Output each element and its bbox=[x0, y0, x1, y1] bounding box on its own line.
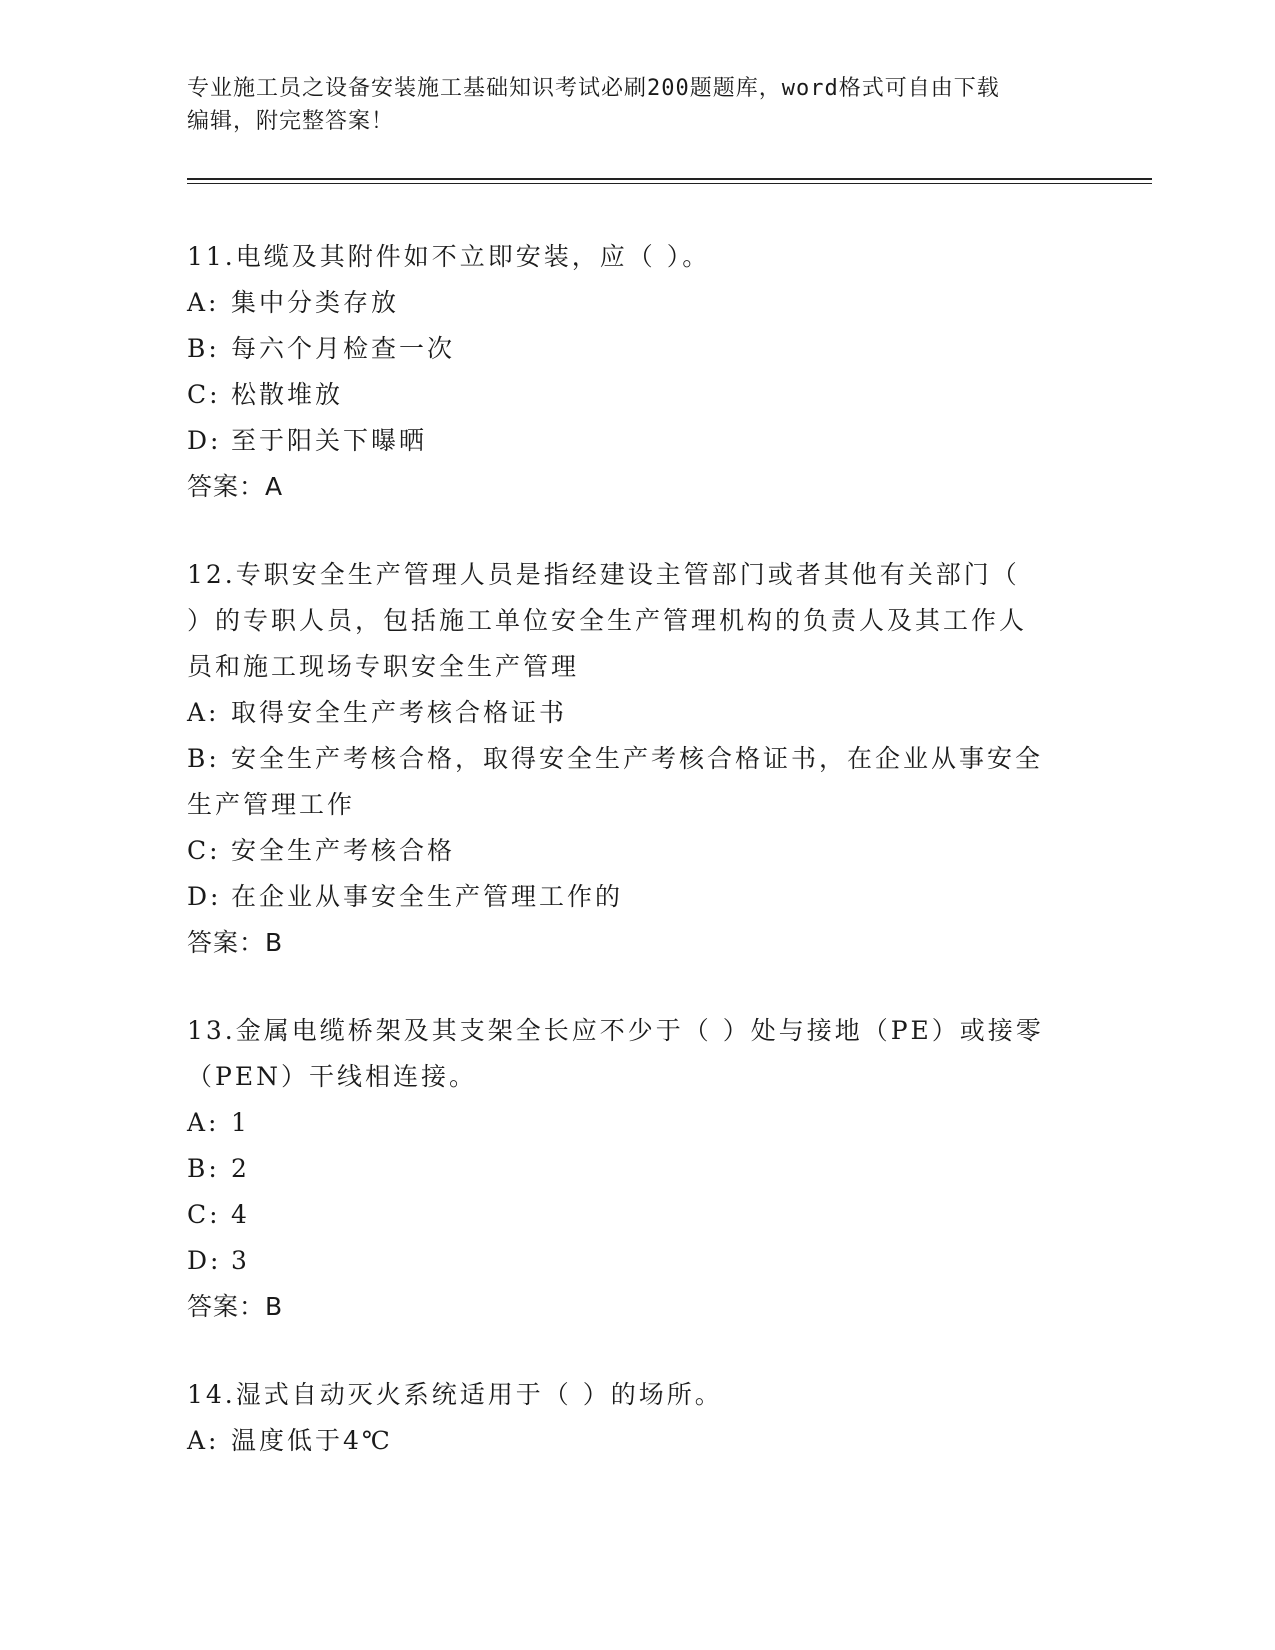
header-title-line-2: 编辑，附完整答案！ bbox=[187, 109, 395, 134]
option-a bbox=[187, 1418, 1067, 1464]
question-11 bbox=[187, 234, 1067, 510]
option-key: A: bbox=[187, 1108, 220, 1137]
option-text: 温度低于4℃ bbox=[231, 1426, 393, 1455]
header-divider-thick bbox=[187, 178, 1152, 180]
option-c bbox=[187, 828, 1067, 874]
option-b bbox=[187, 1146, 1067, 1192]
question-12 bbox=[187, 552, 1067, 966]
answer-line: 答案：A bbox=[187, 472, 284, 501]
question-stem-line: 员和施工现场专职安全生产管理 bbox=[187, 652, 580, 681]
option-text: 在企业从事安全生产管理工作的 bbox=[231, 882, 624, 911]
question-14 bbox=[187, 1372, 1067, 1464]
option-key: C: bbox=[187, 1200, 221, 1229]
question-stem-line: 13.金属电缆桥架及其支架全长应不少于（ ）处与接地（PE）或接零 bbox=[187, 1016, 1044, 1045]
question-stem: 11.电缆及其附件如不立即安装，应（ ）。 bbox=[187, 242, 711, 271]
option-text: 松散堆放 bbox=[231, 380, 344, 409]
option-key: A: bbox=[187, 1426, 220, 1455]
option-key: D: bbox=[187, 426, 222, 455]
option-b bbox=[187, 736, 1067, 782]
option-b bbox=[187, 326, 1067, 372]
question-stem-line: （PEN）干线相连接。 bbox=[187, 1062, 477, 1091]
option-text: 2 bbox=[231, 1154, 250, 1183]
option-a bbox=[187, 280, 1067, 326]
option-text: 3 bbox=[231, 1246, 250, 1275]
option-text: 安全生产考核合格，取得安全生产考核合格证书，在企业从事安全 bbox=[231, 744, 1044, 773]
option-d bbox=[187, 874, 1067, 920]
answer-line: 答案：B bbox=[187, 928, 284, 957]
option-text: 4 bbox=[231, 1200, 250, 1229]
option-text: 至于阳关下曝晒 bbox=[231, 426, 428, 455]
option-text: 集中分类存放 bbox=[231, 288, 400, 317]
document-header bbox=[187, 72, 1067, 138]
question-13 bbox=[187, 1008, 1067, 1330]
option-key: D: bbox=[187, 882, 222, 911]
option-c bbox=[187, 372, 1067, 418]
option-key: B: bbox=[187, 744, 220, 773]
option-key: B: bbox=[187, 334, 220, 363]
option-key: C: bbox=[187, 836, 221, 865]
option-key: B: bbox=[187, 1154, 220, 1183]
option-b-continuation: 生产管理工作 bbox=[187, 790, 356, 819]
option-a bbox=[187, 690, 1067, 736]
question-stem-line: 12.专职安全生产管理人员是指经建设主管部门或者其他有关部门（ bbox=[187, 560, 1020, 589]
header-title-line-1: 专业施工员之设备安装施工基础知识考试必刷200题题库，word格式可自由下载 bbox=[187, 76, 1000, 101]
option-key: C: bbox=[187, 380, 221, 409]
option-key: D: bbox=[187, 1246, 222, 1275]
option-c bbox=[187, 1192, 1067, 1238]
option-key: A: bbox=[187, 698, 220, 727]
option-a bbox=[187, 1100, 1067, 1146]
option-d bbox=[187, 1238, 1067, 1284]
header-divider-thin bbox=[187, 183, 1152, 184]
option-d bbox=[187, 418, 1067, 464]
option-text: 每六个月检查一次 bbox=[231, 334, 456, 363]
option-text: 1 bbox=[231, 1108, 250, 1137]
option-text: 安全生产考核合格 bbox=[231, 836, 456, 865]
question-stem-line: ）的专职人员，包括施工单位安全生产管理机构的负责人及其工作人 bbox=[187, 606, 1028, 635]
option-text: 取得安全生产考核合格证书 bbox=[231, 698, 568, 727]
answer-line: 答案：B bbox=[187, 1292, 284, 1321]
question-stem: 14.湿式自动灭火系统适用于（ ）的场所。 bbox=[187, 1380, 723, 1409]
question-list bbox=[187, 234, 1067, 1506]
option-key: A: bbox=[187, 288, 220, 317]
